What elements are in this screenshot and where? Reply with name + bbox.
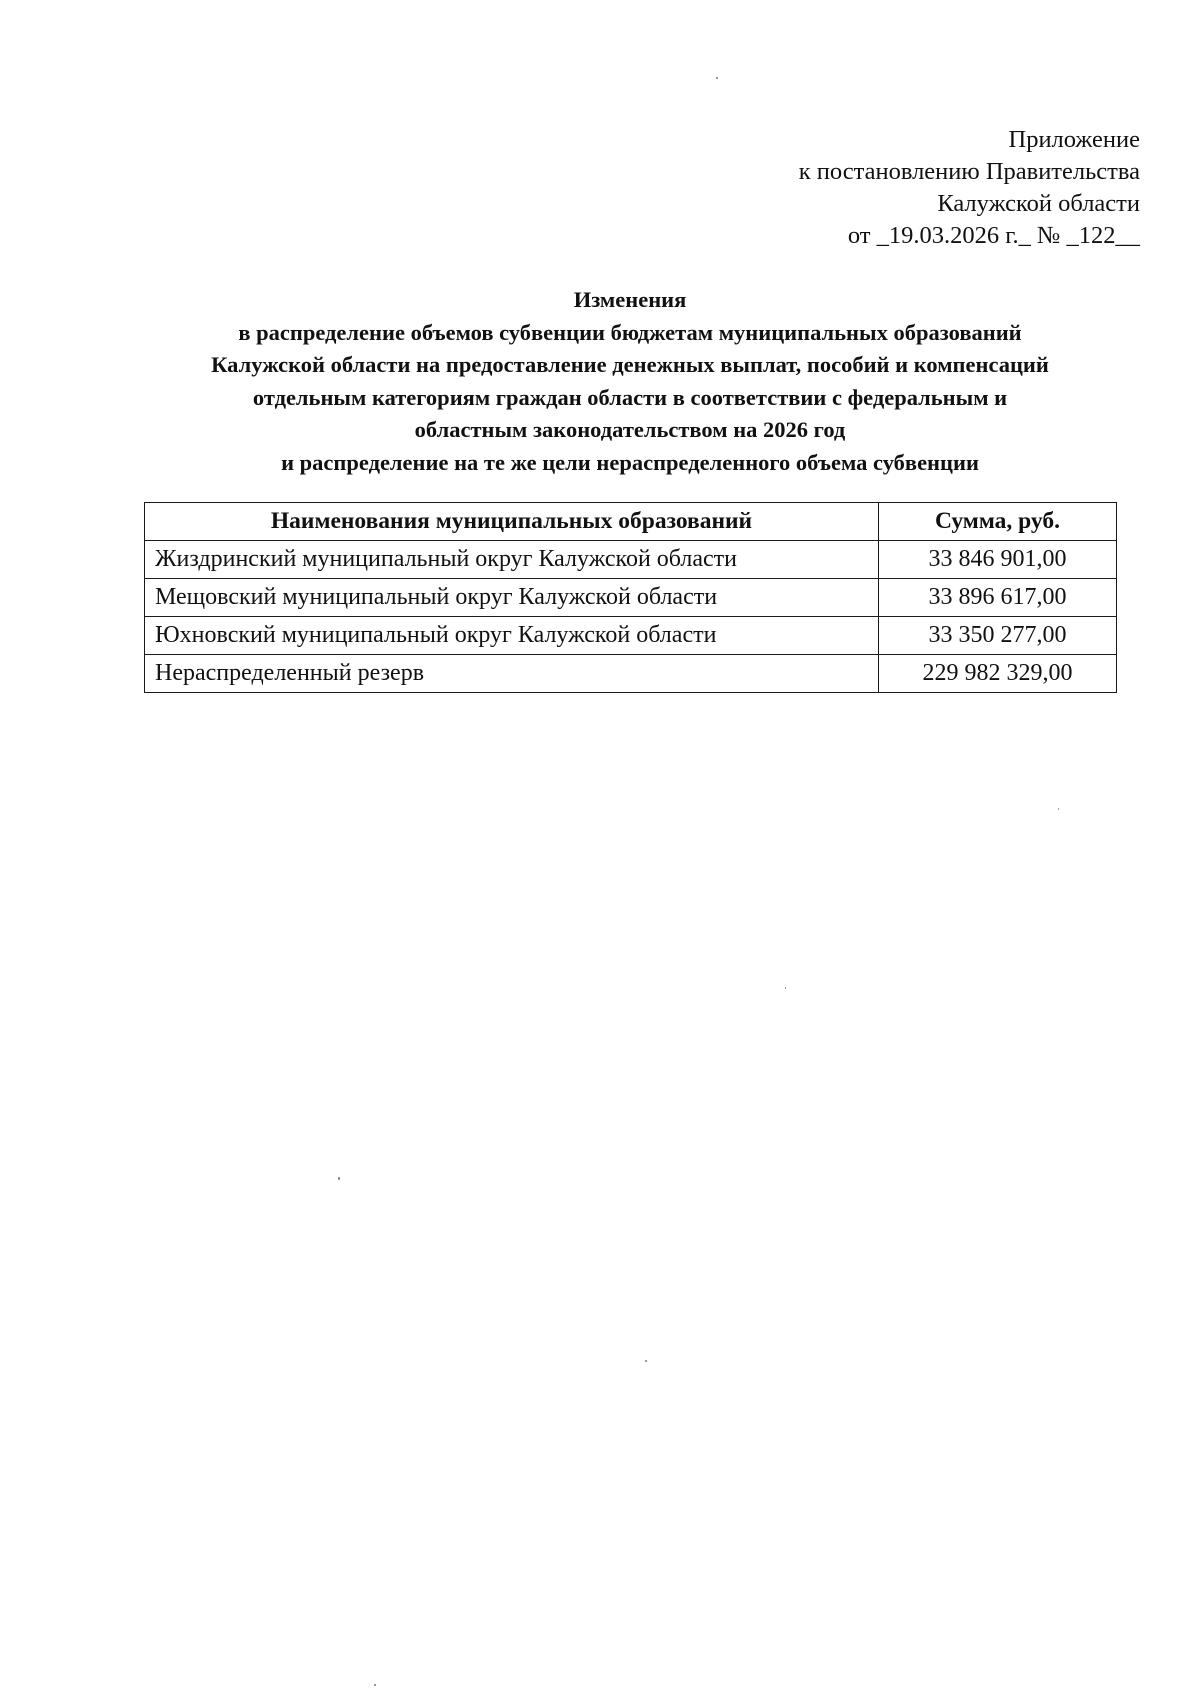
table-row — [145, 655, 1117, 693]
municipality-name-cell: Юхновский муниципальный округ Калужской области — [145, 617, 879, 655]
scan-speck — [1058, 808, 1059, 810]
subsidy-table — [144, 502, 1117, 693]
title-line-4: областным законодательством на 2026 год — [414, 417, 846, 442]
sum-cell: 33 846 901,00 — [879, 541, 1117, 579]
title-line-1: в распределение объемов субвенции бюджетам муниципальных образований — [238, 319, 1022, 345]
sum-cell: 33 896 617,00 — [879, 579, 1117, 617]
reserve-sum-cell: 229 982 329,00 — [879, 655, 1117, 693]
appendix-line-2: к постановлению Правительства — [798, 158, 1140, 185]
table-row — [145, 617, 1117, 655]
title-line-2: Калужской области на предоставление денежных выплат, пособий и компенсаций — [211, 352, 1049, 377]
title-line-5: и распределение на те же цели нераспределенного объема субвенции — [281, 449, 979, 475]
title-line-3: отдельным категориям граждан области в соответствии с федеральным и — [252, 384, 1008, 410]
scan-speck — [785, 987, 786, 989]
column-header-sum: Сумма, руб. — [879, 503, 1117, 541]
document-title — [130, 284, 1130, 479]
scan-speck — [338, 1177, 340, 1180]
title-heading: Изменения — [573, 287, 687, 312]
table-row — [145, 579, 1117, 617]
municipality-name-cell: Жиздринский муниципальный округ Калужской области — [145, 541, 879, 579]
scan-speck — [645, 1360, 647, 1362]
table-header-row — [145, 503, 1117, 541]
appendix-line-4: от _19.03.2026 г._ № _122__ — [847, 222, 1140, 249]
sum-cell: 33 350 277,00 — [879, 617, 1117, 655]
reserve-name-cell: Нераспределенный резерв — [145, 655, 879, 693]
table-row — [145, 541, 1117, 579]
scan-speck — [374, 1684, 376, 1686]
column-header-name: Наименования муниципальных образований — [145, 503, 879, 541]
appendix-header — [440, 124, 1140, 252]
appendix-line-3: Калужской области — [937, 190, 1140, 217]
municipality-name-cell: Мещовский муниципальный округ Калужской области — [145, 579, 879, 617]
scan-speck — [716, 77, 718, 79]
appendix-line-1: Приложение — [1008, 126, 1140, 153]
